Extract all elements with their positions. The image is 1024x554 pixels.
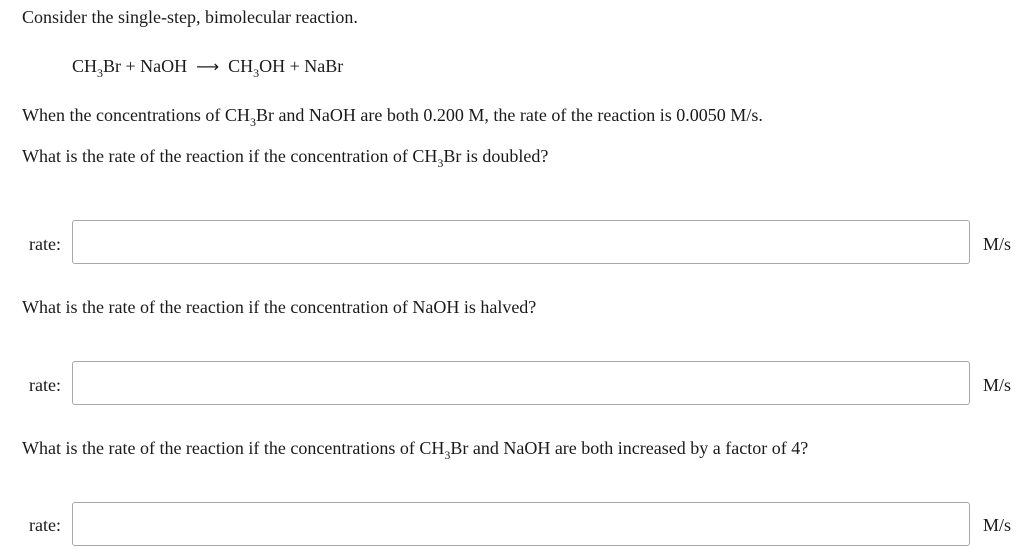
rate-label-1: rate: — [29, 234, 61, 254]
question-1: What is the rate of the reaction if the concentration of $CH_3Br$ is doubled? — [22, 146, 549, 170]
reaction-arrow: ⟶ — [196, 57, 220, 76]
rate-input-3[interactable] — [72, 502, 970, 546]
reactant-1: $CH_3Br$ — [72, 56, 122, 80]
intro-text: Consider the single-step, bimolecular reaction. — [22, 7, 358, 27]
rate-label-2: rate: — [29, 375, 61, 395]
reaction-equation: $CH_3Br$ + NaOH ⟶ $CH_3OH$ + NaBr — [72, 56, 344, 80]
rate-input-1[interactable] — [72, 220, 970, 264]
question-2: What is the rate of the reaction if the concentration of NaOH is halved? — [22, 297, 537, 317]
unit-label-2: M/s — [983, 375, 1012, 395]
rate-input-2[interactable] — [72, 361, 970, 405]
condition-text: When the concentrations of $CH_3Br$ and NaOH are both 0.200 M, the rate of the reaction is 0.0050 M/s. — [22, 105, 763, 129]
unit-label-3: M/s — [983, 515, 1012, 535]
rate-label-3: rate: — [29, 515, 61, 535]
product-1: $CH_3OH$ — [228, 56, 286, 80]
unit-label-1: M/s — [983, 234, 1012, 254]
product-2: NaBr — [304, 56, 344, 76]
question-3: What is the rate of the reaction if the concentrations of $CH_3Br$ and NaOH are both increased by a factor of 4? — [22, 438, 809, 462]
reactant-2: NaOH — [140, 56, 188, 76]
